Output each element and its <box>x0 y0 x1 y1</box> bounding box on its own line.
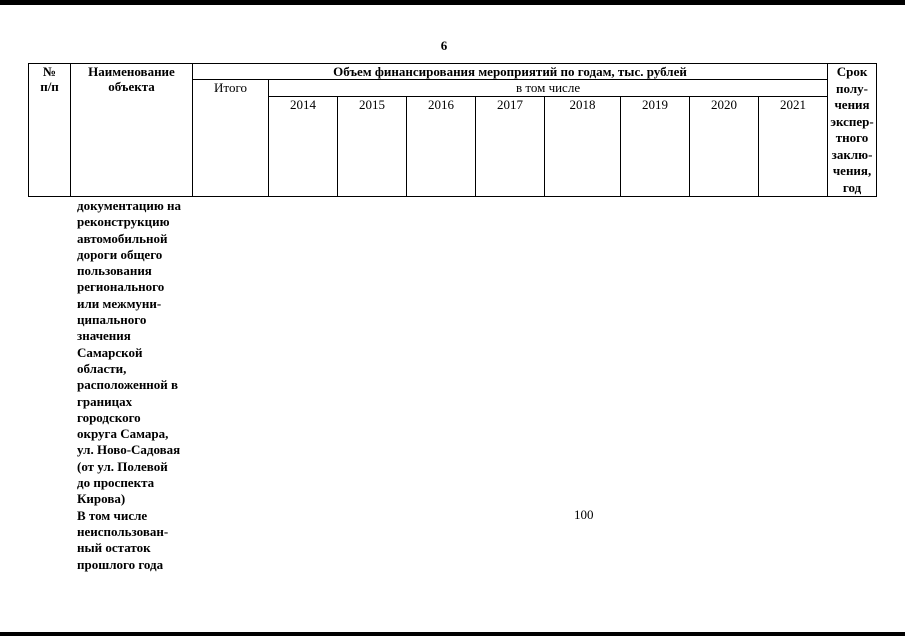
header-cell-year: 2015 <box>338 97 407 197</box>
bottom-border-rule <box>0 632 905 636</box>
header-cell-number: № п/п <box>29 64 71 197</box>
header-cell-year: 2018 <box>545 97 621 197</box>
object-name-column <box>77 198 195 573</box>
financing-table-header <box>28 63 877 197</box>
header-cell-year: 2014 <box>269 97 338 197</box>
header-cell-year: 2016 <box>407 97 476 197</box>
header-cell-including: в том числе <box>269 80 828 97</box>
header-cell-expertise-term: Срок полу- чения экспер- тного заклю- чения, год <box>828 64 877 197</box>
header-cell-name: Наименование объекта <box>71 64 193 197</box>
page-number: 6 <box>440 38 448 53</box>
object-name-text: документацию на реконструкцию автомобильной дороги общего пользования регионального или межмуни- ципального значения Самарской области, расположенной в границах городского округа Самара, ул. Ново-Садовая (от ул. Полевой до проспекта Кирова) <box>77 198 182 507</box>
header-cell-financing-volume: Объем финансирования мероприятий по годам, тыс. рублей <box>193 64 828 80</box>
header-cell-total: Итого <box>193 80 269 197</box>
header-cell-year: 2017 <box>476 97 545 197</box>
value-2018-cell: 100 <box>574 507 594 522</box>
top-border-rule <box>0 0 905 5</box>
header-cell-year: 2020 <box>690 97 759 197</box>
header-cell-year: 2021 <box>759 97 828 197</box>
header-cell-year: 2019 <box>621 97 690 197</box>
subrow-unused-balance-text: В том числе неиспользован- ный остаток прошлого года <box>77 507 169 572</box>
